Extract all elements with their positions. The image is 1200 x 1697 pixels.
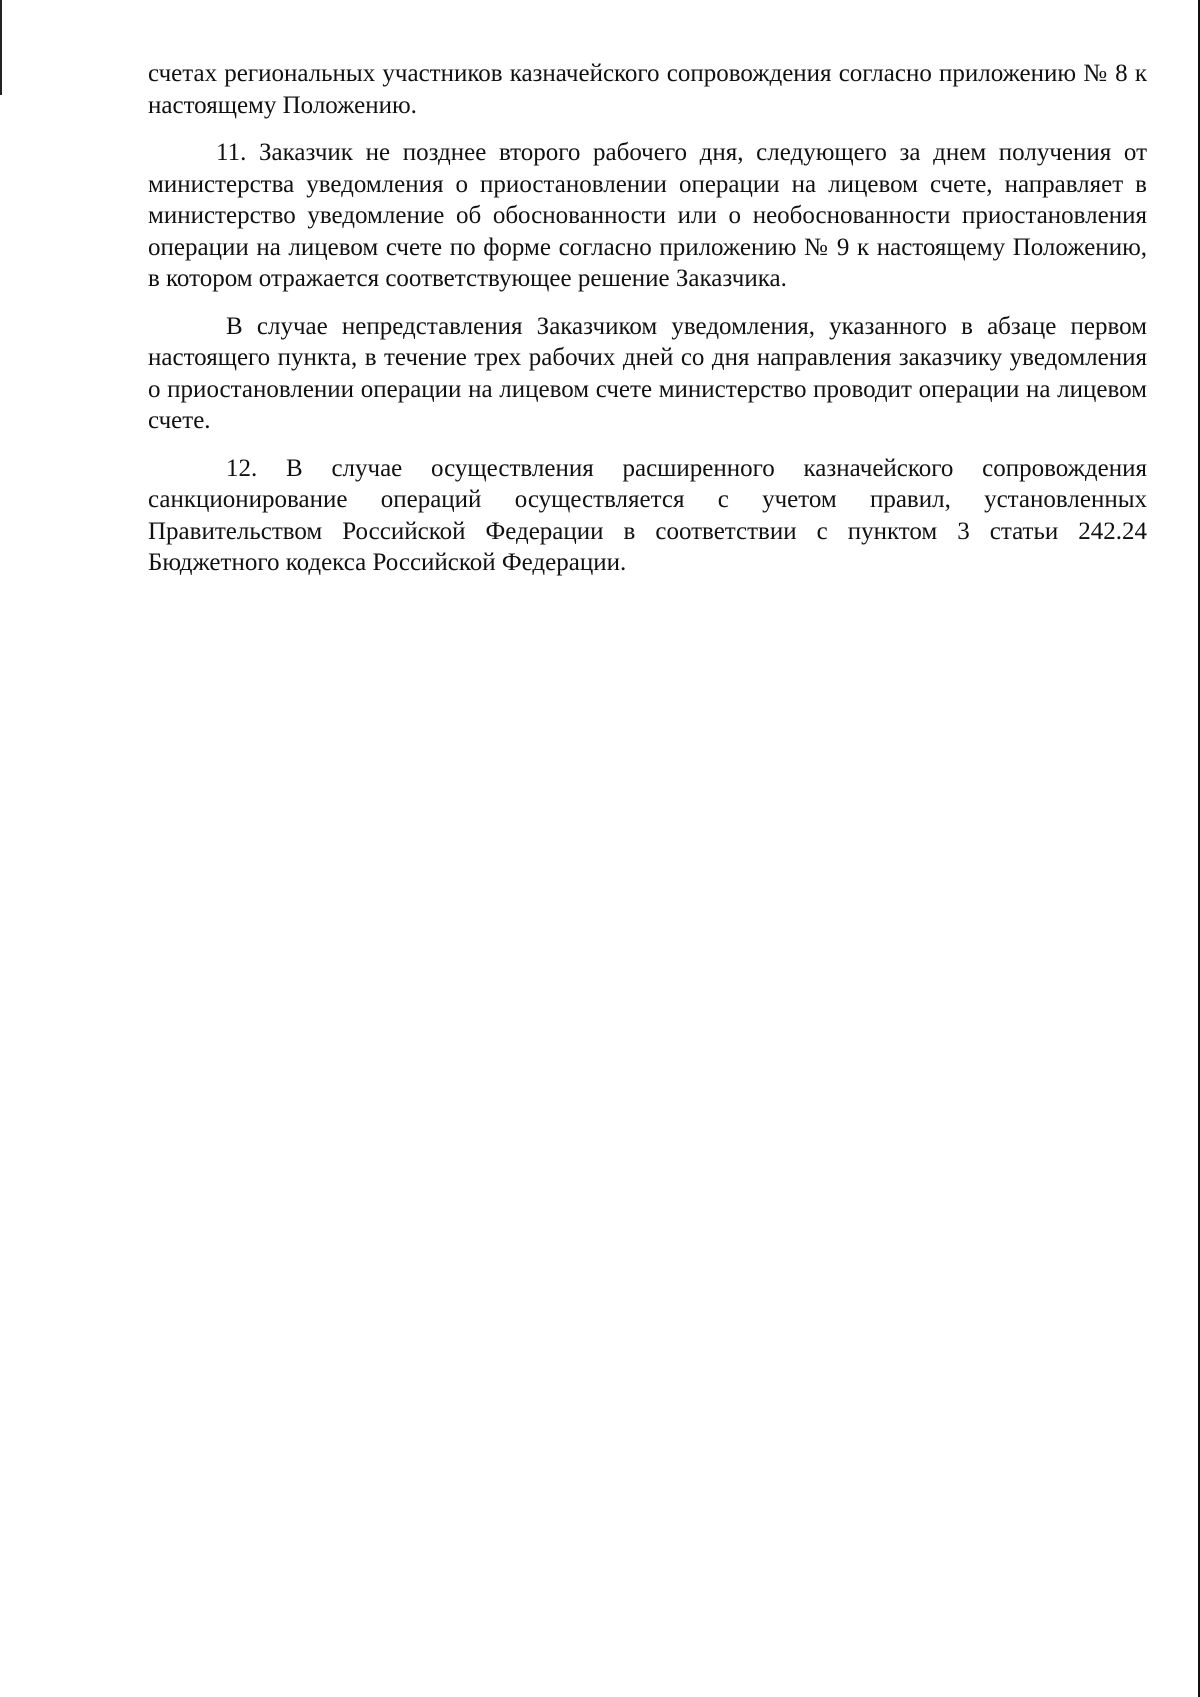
paragraph-item-12: 12. В случае осуществления расширенного казначейского сопровождения санкционирование операций осуществляется с учетом правил, установленных Правительством Российской Федерации в соответствии с пунктом 3 статьи 242.24 Бюджетного кодекса Российской Федерации. xyxy=(148,454,1147,576)
paragraph-continuation: счетах региональных участников казначейского сопровождения согласно приложению № 8 к настоящему Положению. xyxy=(148,60,1147,119)
document-body xyxy=(148,58,1147,579)
scan-left-edge-line xyxy=(0,0,2,95)
paragraph-item-11-second: В случае непредставления Заказчиком уведомления, указанного в абзаце первом настоящего пункта, в течение трех рабочих дней со дня направления заказчику уведомления о приостановлении операции на лицевом счете министерство проводит операции на лицевом счете. xyxy=(148,312,1147,434)
paragraph-item-11: 11. Заказчик не позднее второго рабочего дня, следующего за днем получения от министерства уведомления о приостановлении операции на лицевом счете, направляет в министерство уведомление об обоснованности или о необоснованности приостановления операции на лицевом счете по форме согласно приложению № 9 к настоящему Положению, в котором отражается соответствующее решение Заказчика. xyxy=(148,139,1147,292)
